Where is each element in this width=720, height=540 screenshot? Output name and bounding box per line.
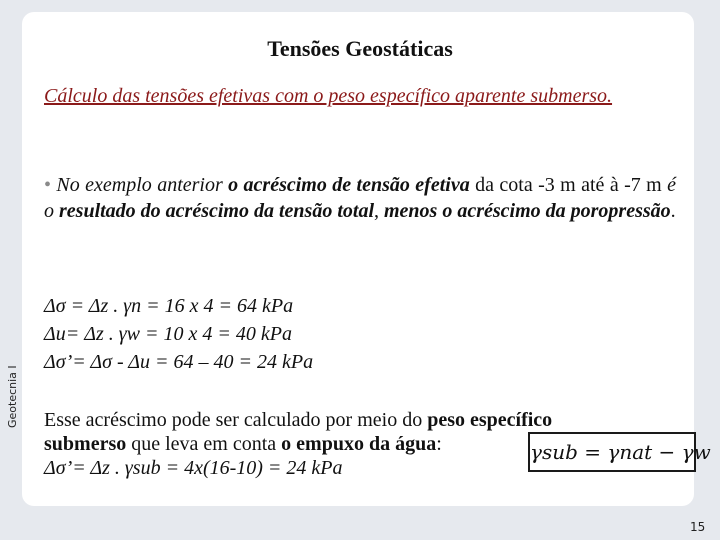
bullet-text-1: No exemplo anterior [51,174,229,196]
para-bold-2: submerso [44,433,127,455]
formula-pore-pressure: Δu= Δz . γw = 10 x 4 = 40 kPa [44,323,292,345]
side-label: Geotecnia I [6,365,19,428]
page-number: 15 [690,520,706,534]
bullet-text-3: é o [44,174,677,222]
slide-subtitle: Cálculo das tensões efetivas com o peso específico aparente submerso. [44,85,613,107]
bullet-text-4: , [374,200,384,222]
para-text-2: que leva em conta [126,433,282,455]
bullet-bold-3: menos o acréscimo da poropressão [384,200,671,222]
bullet-paragraph [44,172,676,224]
para-line-1 [44,408,684,432]
equation-box: γsub = γnat − γw [528,432,696,472]
bullet-text-2: da cota -3 m até à -7 m [469,174,668,196]
bullet-bold-1: o acréscimo de tensão efetiva [228,174,470,196]
bullet-text-5: . [670,200,676,222]
bullet-marker: • [44,174,52,196]
para-bold-3: o empuxo da água [281,433,437,455]
slide-title: Tensões Geostáticas [267,36,453,61]
formula-total-stress: Δσ = Δz . γn = 16 x 4 = 64 kPa [44,295,294,317]
para-colon: : [436,433,442,455]
bullet-bold-2: resultado do acréscimo da tensão total [59,200,374,222]
para-line-3: Δσ’= Δz . γsub = 4x(16-10) = 24 kPa [44,457,343,479]
formula-effective-stress: Δσ’= Δσ - Δu = 64 – 40 = 24 kPa [44,351,314,373]
para-text-1: Esse acréscimo pode ser calculado por meio do [44,409,428,431]
para-bold-1: peso específico [427,409,553,431]
